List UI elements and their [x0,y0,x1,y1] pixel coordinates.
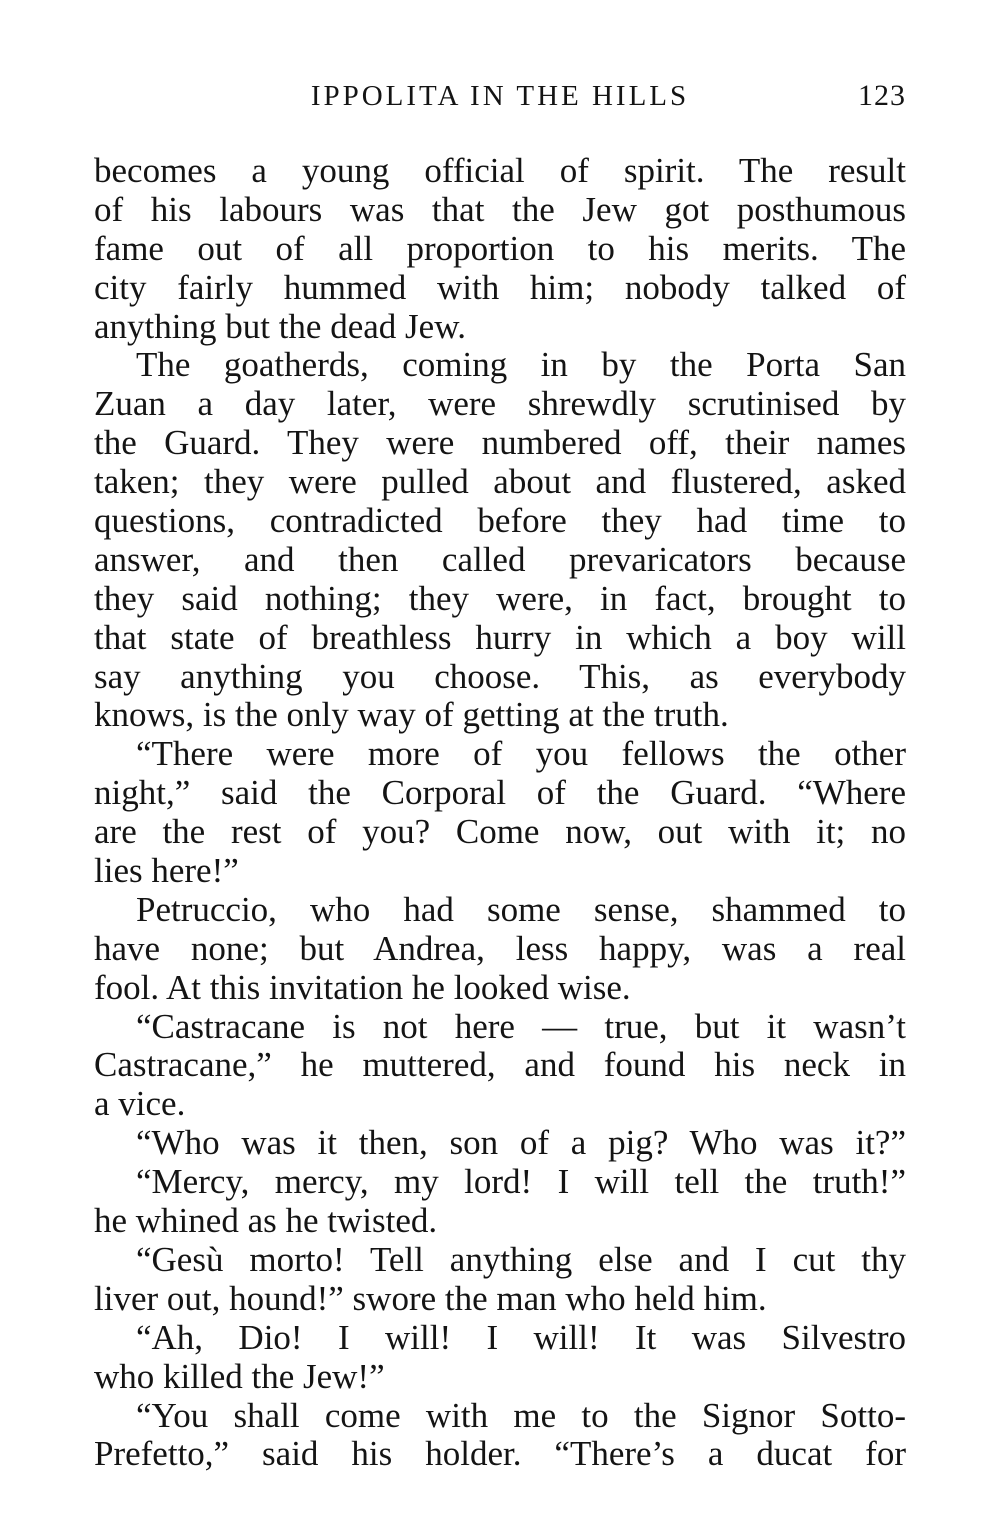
text-line: Petruccio, who had some sense, shammed to [136,889,906,929]
text-line: questions, contradicted before they had time to [94,501,906,541]
text-line: he whined as he twisted. [94,1201,438,1241]
running-title: IPPOLITA IN THE HILLS [310,80,690,112]
text-line: “Ah, Dio! I will! I will! It was Silvestro [136,1317,906,1357]
text-line: fame out of all proportion to his merits. The [94,228,906,268]
text-line: say anything you choose. This, as everybody [94,656,906,696]
text-line: answer, and then called prevaricators because [94,539,906,579]
text-line: of his labours was that the Jew got posthumous [94,189,906,229]
text-line: who killed the Jew!” [94,1356,385,1396]
text-line: are the rest of you? Come now, out with it; no [94,812,906,852]
text-line: liver out, hound!” swore the man who held him. [94,1278,767,1318]
text-line: Zuan a day later, were shrewdly scrutinised by [94,384,906,424]
text-line: “Mercy, mercy, my lord! I will tell the truth!” [136,1162,906,1202]
text-line: “Who was it then, son of a pig? Who was it?” [136,1123,906,1163]
text-line: “Gesù morto! Tell anything else and I cut thy [136,1239,906,1279]
text-line: Castracane,” he muttered, and found his neck in [94,1045,906,1085]
text-line: city fairly hummed with him; nobody talked of [94,267,906,307]
text-line: Prefetto,” said his holder. “There’s a ducat for [94,1434,906,1474]
text-line: anything but the dead Jew. [94,306,466,346]
page-number: 123 [858,79,906,112]
text-line: night,” said the Corporal of the Guard. “Where [94,773,906,813]
text-line: the Guard. They were numbered off, their names [94,423,906,463]
text-line: have none; but Andrea, less happy, was a real [94,928,906,968]
text-line: knows, is the only way of getting at the truth. [94,695,729,735]
text-line: a vice. [94,1084,186,1124]
text-line: “There were more of you fellows the other [136,734,906,774]
text-line: they said nothing; they were, in fact, brought to [94,578,906,618]
text-line: The goatherds, coming in by the Porta San [136,345,906,385]
text-line: fool. At this invitation he looked wise. [94,967,631,1007]
text-line: “Castracane is not here — true, but it wasn’t [136,1006,906,1046]
text-line: that state of breathless hurry in which a boy will [94,617,906,657]
text-line: lies here!” [94,851,239,891]
text-line: becomes a young official of spirit. The result [94,151,906,190]
text-line: taken; they were pulled about and flustered, asked [94,462,906,502]
body-text [94,152,906,1474]
text-line: “You shall come with me to the Signor Sotto- [136,1395,906,1435]
running-head [94,74,906,118]
